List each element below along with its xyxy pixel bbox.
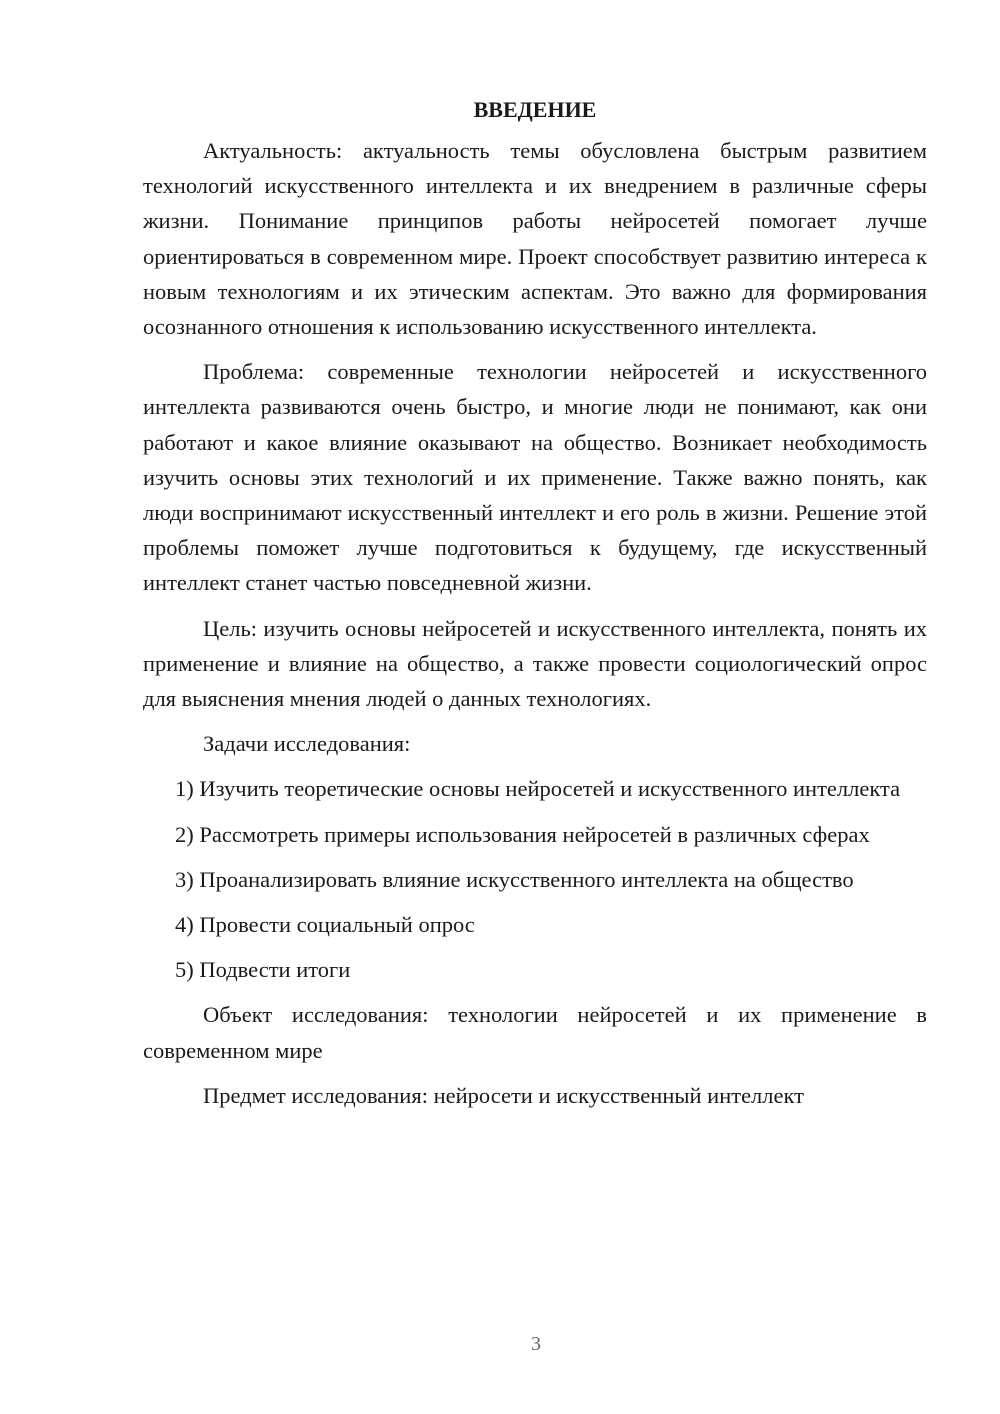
paragraph-goal: Цель: изучить основы нейросетей и искусственного интеллекта, понять их применение и влияние на общество, а также провести социологический опрос для выяснения мнения людей о данных технологиях. [143, 615, 927, 712]
page-number: 3 [531, 1333, 541, 1355]
task-item-4: 4) Провести социальный опрос [175, 912, 475, 938]
document-page [143, 95, 927, 1123]
task-item-5: 5) Подвести итоги [175, 957, 351, 983]
task-item-2: 2) Рассмотреть примеры использования нейросетей в различных сферах [175, 821, 870, 847]
tasks-heading: Задачи исследования: [203, 731, 411, 757]
task-item-1: 1) Изучить теоретические основы нейросетей и искусственного интеллекта [175, 776, 901, 802]
paragraph-relevance: Актуальность: актуальность темы обусловлена быстрым развитием технологий искусственного интеллекта и их внедрением в различные сферы жизни. Понимание принципов работы нейросетей помогает лучше ориентироваться в современном мире. Проект способствует развитию интереса к новым технологиям и их этическим аспектам. Это важно для формирования осознанного отношения к использованию искусственного интеллекта. [143, 138, 927, 340]
page-title: ВВЕДЕНИЕ [473, 97, 597, 122]
paragraph-subject: Предмет исследования: нейросети и искусственный интеллект [203, 1082, 804, 1108]
paragraph-object: Объект исследования: технологии нейросетей и их применение в современном мире [143, 1002, 927, 1063]
task-item-3: 3) Проанализировать влияние искусственного интеллекта на общество [175, 866, 854, 892]
paragraph-problem: Проблема: современные технологии нейросетей и искусственного интеллекта развиваются очень быстро, и многие люди не понимают, как они работают и какое влияние оказывают на общество. Возникает необходимость изучить основы этих технологий и их применение. Также важно понять, как люди воспринимают искусственный интеллект и его роль в жизни. Решение этой проблемы поможет лучше подготовиться к будущему, где искусственный интеллект станет частью повседневной жизни. [143, 359, 927, 596]
